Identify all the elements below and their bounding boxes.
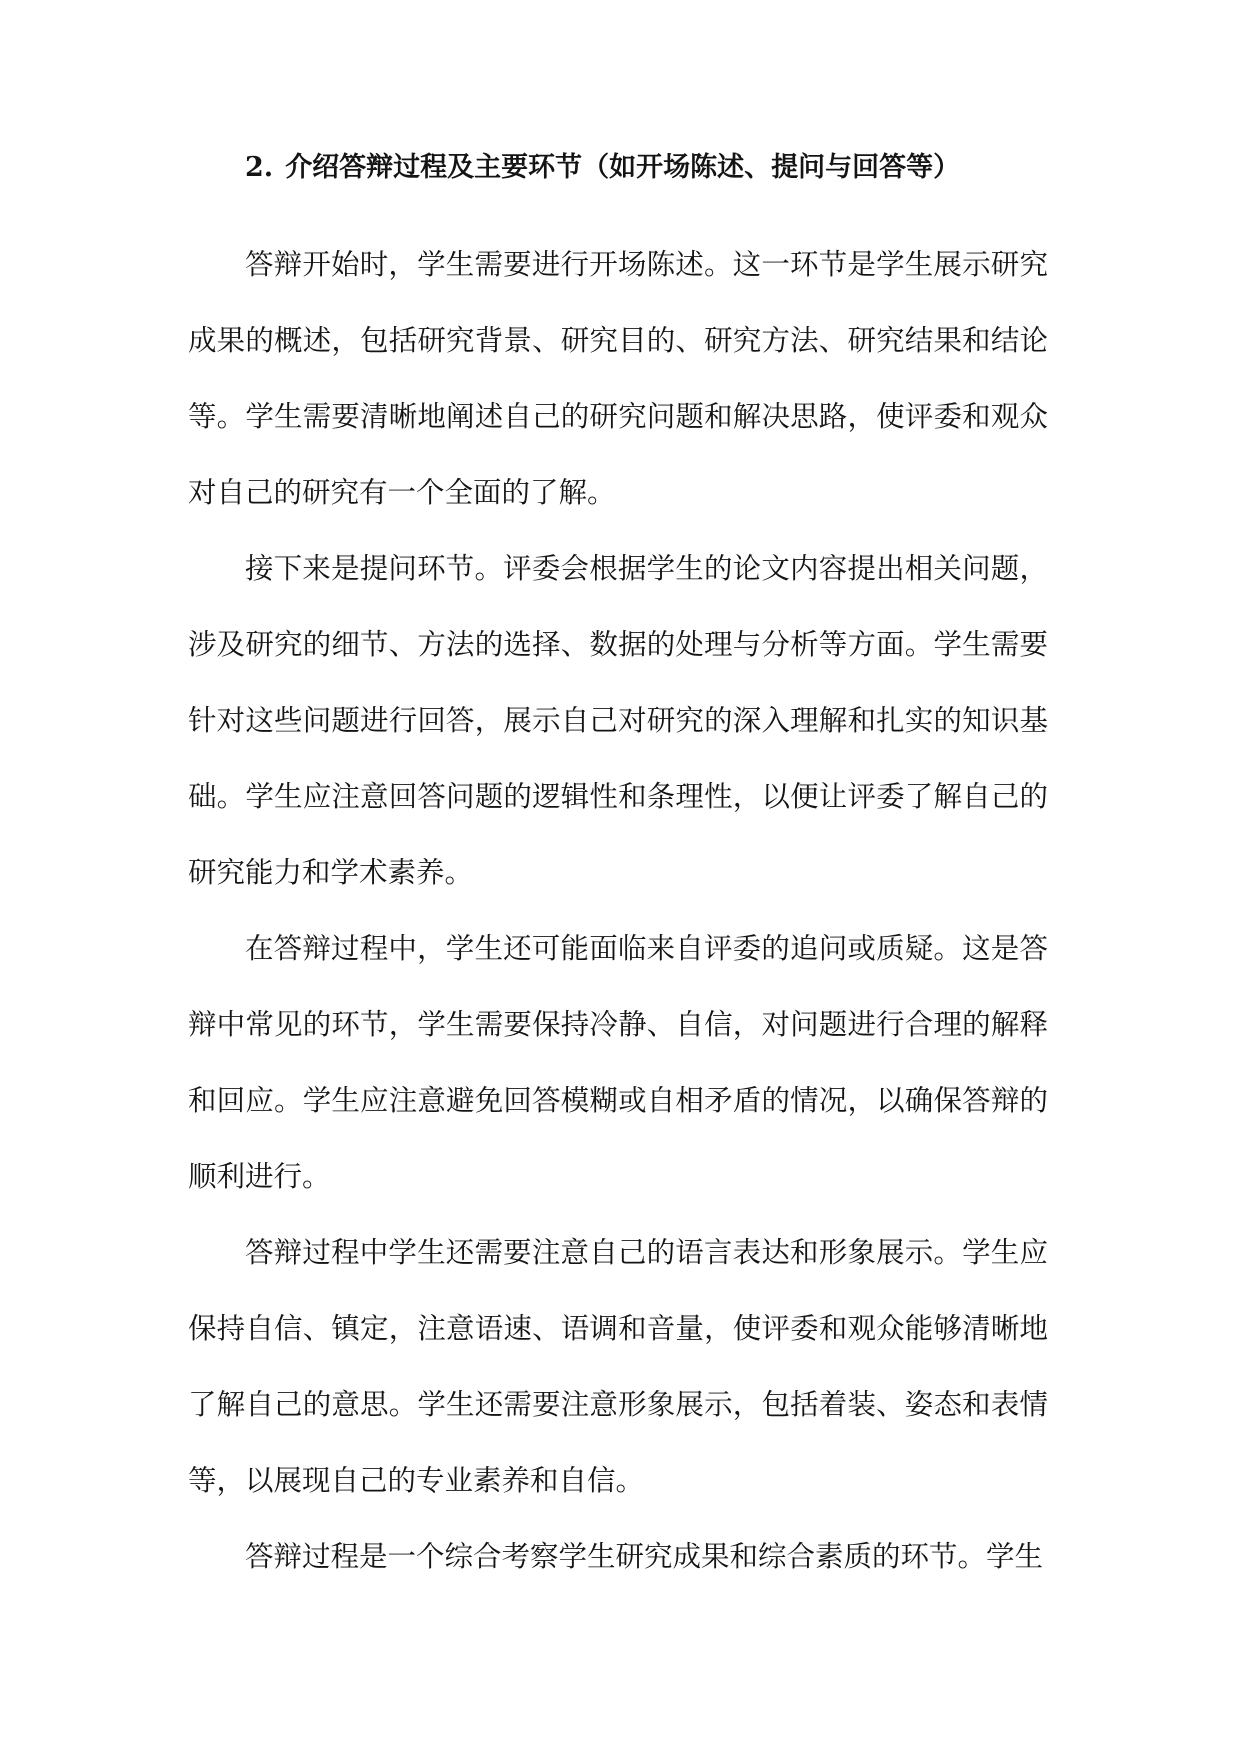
section-number: 2. — [245, 152, 274, 183]
body-text — [188, 227, 1048, 1595]
paragraph-question-session: 接下来是提问环节。评委会根据学生的论文内容提出相关问题，涉及研究的细节、方法的选择、数据的处理与分析等方面。学生需要针对这些问题进行回答，展示自己对研究的深入理解和扎实的知识基础。学生应注意回答问题的逻辑性和条理性，以便让评委了解自己的研究能力和学术素养。 — [188, 552, 1048, 889]
paragraph-summary: 答辩过程是一个综合考察学生研究成果和综合素质的环节。学生 — [245, 1540, 1044, 1573]
paragraph-expression-and-image: 答辩过程中学生还需要注意自己的语言表达和形象展示。学生应保持自信、镇定，注意语速、语调和音量，使评委和观众能够清晰地了解自己的意思。学生还需要注意形象展示，包括着装、姿态和表情等，以展现自己的专业素养和自信。 — [188, 1236, 1048, 1497]
section-title: 介绍答辩过程及主要环节（如开场陈述、提问与回答等） — [285, 152, 961, 183]
paragraph-follow-up-questions: 在答辩过程中，学生还可能面临来自评委的追问或质疑。这是答辩中常见的环节，学生需要保持冷静、自信，对问题进行合理的解释和回应。学生应注意避免回答模糊或自相矛盾的情况，以确保答辩的顺利进行。 — [188, 932, 1048, 1193]
paragraph-opening-statement: 答辩开始时，学生需要进行开场陈述。这一环节是学生展示研究成果的概述，包括研究背景、研究目的、研究方法、研究结果和结论等。学生需要清晰地阐述自己的研究问题和解决思路，使评委和观众对自己的研究有一个全面的了解。 — [188, 248, 1048, 509]
section-heading — [245, 148, 1145, 188]
